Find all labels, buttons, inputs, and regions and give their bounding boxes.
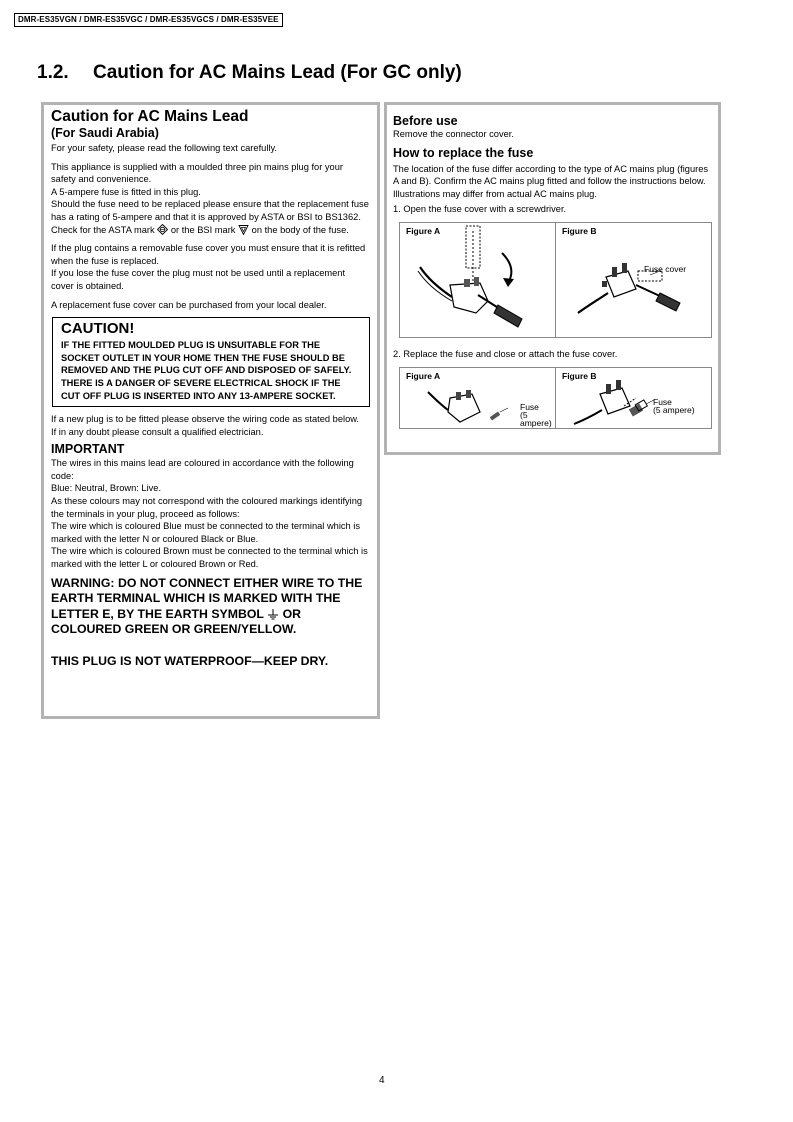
paragraph-8: If a new plug is to be fitted please observe the wiring code as stated below. — [51, 414, 360, 425]
replace-fuse-text-2: Illustrations may differ from actual AC mains plug. — [393, 188, 597, 199]
header-model-list: DMR-ES35VGN / DMR-ES35VGC / DMR-ES35VGCS / DMR-ES35VEE — [14, 13, 283, 27]
figure-a-label-2: Figure A — [406, 370, 441, 381]
bsi-text: or the BSI mark — [170, 224, 236, 235]
right-panel — [384, 102, 721, 455]
section-title — [37, 62, 462, 84]
important-text-2: Blue: Neutral, Brown: Live. — [51, 483, 162, 494]
bsi-kitemark-icon — [238, 224, 249, 235]
plug-b-screwdriver-illustration — [556, 223, 716, 337]
left-panel — [41, 102, 380, 719]
caution-title: CAUTION! — [61, 320, 135, 338]
important-text-4: The wire which is coloured Blue must be connected to the terminal which is marked with the letter N or coloured Black or Blue. — [51, 521, 361, 544]
important-text-3: As these colours may not correspond with the coloured markings identifying the terminals in your plug, proceed as follows: — [51, 496, 363, 519]
paragraph-7: A replacement fuse cover can be purchased from your local dealer. — [51, 299, 327, 310]
step-2-text: 2. Replace the fuse and close or attach the fuse cover. — [393, 348, 618, 359]
fuse-label-b: Fuse — [653, 396, 672, 407]
figure-row-2 — [399, 367, 712, 429]
important-text-5: The wire which is coloured Brown must be connected to the terminal which is marked with the letter L or coloured Brown or Red. — [51, 546, 368, 570]
fuse-label-a: Fuse — [520, 401, 539, 412]
paragraph-9: If in any doubt please consult a qualified electrician. — [51, 426, 264, 437]
paragraph-1: This appliance is supplied with a moulded three pin mains plug for your safety and convenience. — [51, 161, 343, 185]
fuse-body-text: on the body of the fuse. — [251, 224, 349, 235]
figure-1a — [400, 223, 555, 337]
step-1-text: 1. Open the fuse cover with a screwdriver. — [393, 204, 567, 215]
warning-text-a: WARNING: DO NOT CONNECT EITHER WIRE TO THE EARTH TERMINAL WHICH IS MARKED WITH THE LETTER E, BY THE EARTH SYMBOL — [51, 575, 363, 621]
warning-text-b: OR COLOURED GREEN OR GREEN/YELLOW. — [51, 606, 302, 637]
caution-box — [52, 317, 370, 407]
figure-b-label: Figure B — [562, 225, 597, 236]
fuse-cover-label: Fuse cover — [644, 263, 687, 274]
important-text-1: The wires in this mains lead are coloured in accordance with the following code: — [51, 458, 354, 481]
keep-dry-text: THIS PLUG IS NOT WATERPROOF—KEEP DRY. — [51, 653, 329, 668]
figure-2a — [400, 368, 555, 428]
paragraph-2: A 5-ampere fuse is fitted in this plug. — [51, 186, 201, 197]
asta-mark-icon — [157, 224, 168, 235]
figure-a-label: Figure A — [406, 225, 441, 236]
before-use-text: Remove the connector cover. — [393, 129, 514, 139]
fuse-rating-label-a: (5 ampere) — [520, 409, 552, 428]
page-number: 4 — [379, 1075, 385, 1086]
figure-1b — [555, 223, 711, 337]
caution-text: IF THE FITTED MOULDED PLUG IS UNSUITABLE FOR THE SOCKET OUTLET IN YOUR HOME THEN THE FUSE SHOULD BE REMOVED AND THE PLUG CUT OFF AND DISPOSED OF SAFELY. THERE IS A DANGER OF SEVERE ELECTRICAL SHOCK IF THE CUT OFF PLUG IS INSERTED INTO ANY 13-AMPERE SOCKET. — [61, 340, 352, 401]
asta-text: Check for the ASTA mark — [51, 224, 155, 235]
paragraph-6: If you lose the fuse cover the plug must not be used until a replacement cover is obtained. — [51, 268, 346, 291]
paragraph-5: If the plug contains a removable fuse cover you must ensure that it is refitted when the fuse is replaced. — [51, 243, 366, 266]
section-number: 1.2. — [37, 62, 69, 83]
important-title: IMPORTANT — [51, 442, 125, 457]
plug-screwdriver-illustration — [400, 223, 560, 337]
paragraph-4 — [51, 224, 370, 237]
figure-b-label-2: Figure B — [562, 370, 597, 381]
figure-row-1 — [399, 222, 712, 338]
left-panel-title: Caution for AC Mains Lead — [51, 108, 249, 125]
fuse-rating-label-b: (5 ampere) — [653, 404, 695, 415]
intro-text: For your safety, please read the following text carefully. — [51, 143, 277, 153]
replace-fuse-title: How to replace the fuse — [393, 145, 534, 160]
section-title-text: Caution for AC Mains Lead (For GC only) — [93, 62, 462, 83]
replace-fuse-text-1: The location of the fuse differ according to the type of AC mains plug (figures A and B). Confirm the AC mains plug fitted and follow the instructions below. — [393, 163, 709, 187]
left-panel-subtitle: (For Saudi Arabia) — [51, 126, 159, 140]
figure-2b — [555, 368, 711, 428]
earth-symbol-icon — [267, 608, 279, 620]
warning-text — [51, 576, 370, 638]
plug-b-fuse-illustration — [556, 368, 716, 428]
before-use-title: Before use — [393, 114, 458, 128]
paragraph-3: Should the fuse need to be replaced please ensure that the replacement fuse has a rating of 5-ampere and that it is approved by ASTA or BSI to BS1362. — [51, 199, 369, 222]
